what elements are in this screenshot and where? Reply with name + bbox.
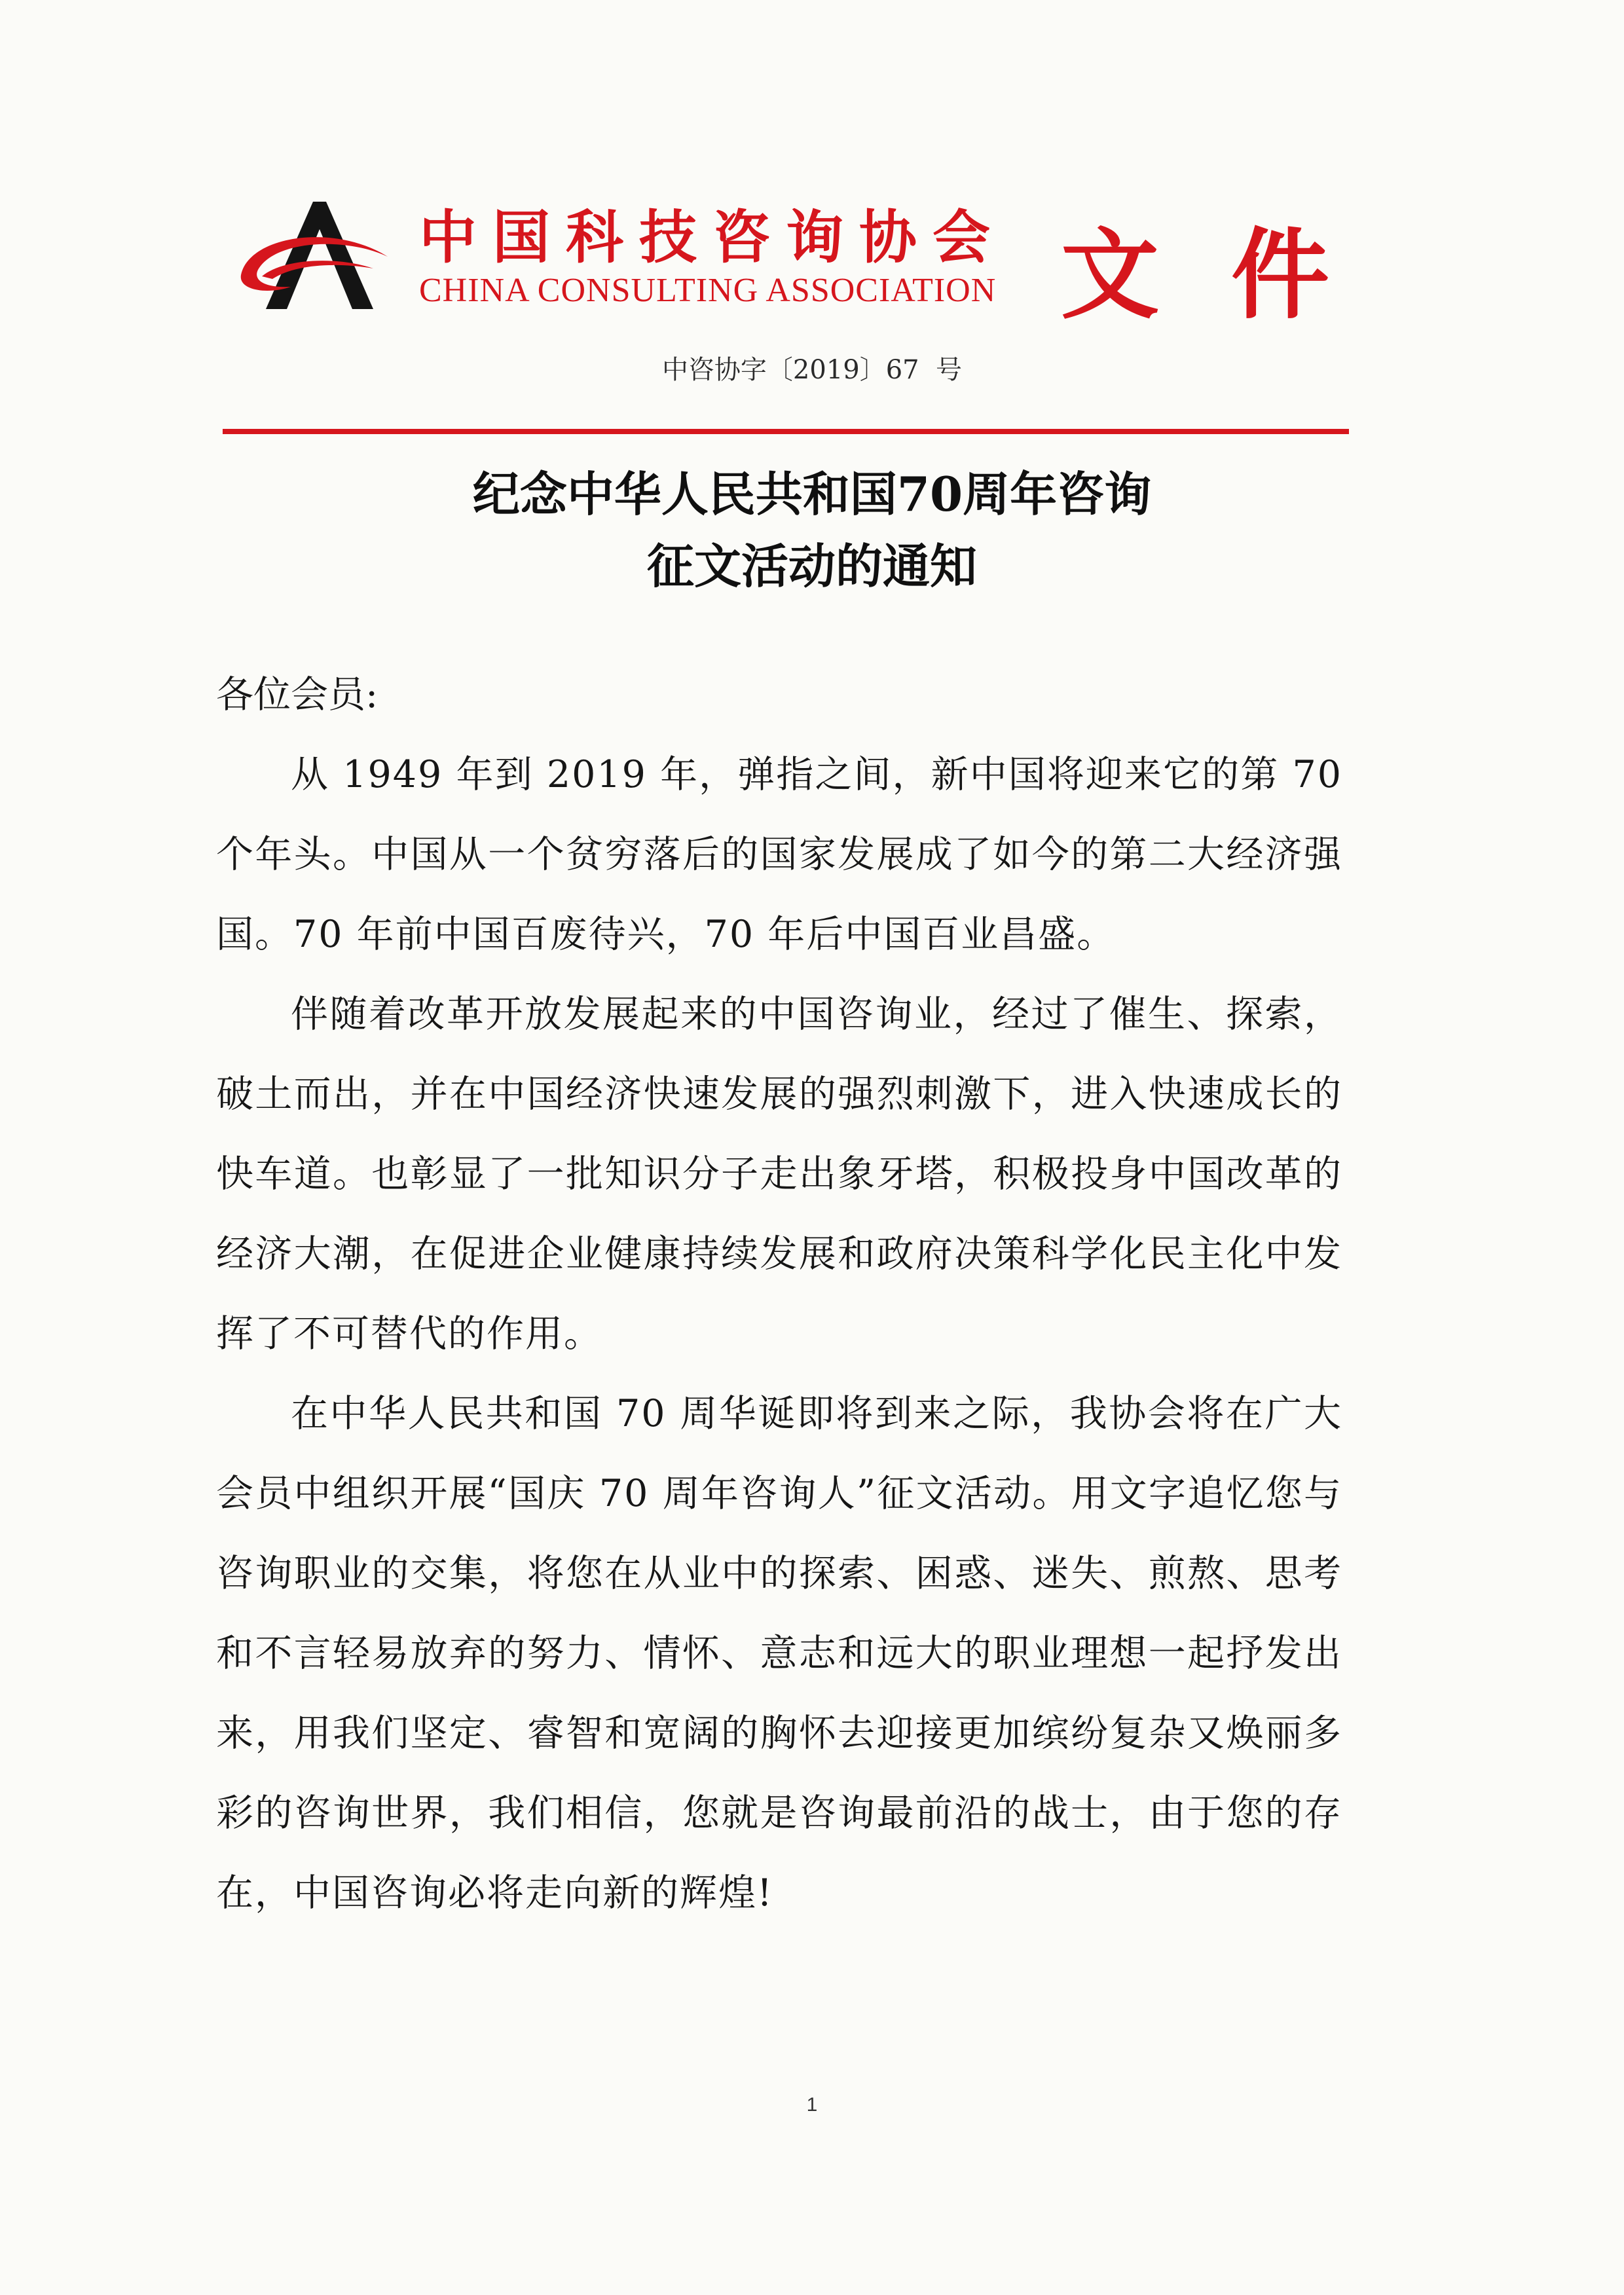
- document-number: 中咨协字〔2019〕67 号: [661, 355, 963, 385]
- paragraph-2: 伴随着改革开放发展起来的中国咨询业，经过了催生、探索，破土而出，并在中国经济快速发展的强烈刺激下，进入快速成长的快车道。也彰显了一批知识分子走出象牙塔，积极投身中国改革的经济大潮，在促进企业健康持续发展和政府决策科学化民主化中发挥了不可替代的作用。: [216, 993, 1342, 1355]
- organization-name-english: CHINA CONSULTING ASSOCIATION: [419, 272, 997, 309]
- organization-name-chinese: 中国科技咨询协会: [419, 203, 1006, 271]
- salutation: 各位会员:: [216, 673, 378, 716]
- document-type-heading: 文件: [1061, 217, 1402, 333]
- page-number: 1: [806, 2094, 818, 2116]
- title-line-2: 征文活动的通知: [646, 538, 977, 594]
- title-line-1: 纪念中华人民共和国70周年咨询: [472, 466, 1152, 522]
- paragraph-3: 在中华人民共和国 70 周华诞即将到来之际，我协会将在广大会员中组织开展“国庆 70 周年咨询人”征文活动。用文字追忆您与咨询职业的交集，将您在从业中的探索、困惑、迷失、煎熬、思考和不言轻易放弃的努力、情怀、意志和远大的职业理想一起抒发出来，用我们坚定、睿智和宽阔的胸怀去迎接更加缤纷复杂又焕丽多彩的咨询世界，我们相信，您就是咨询最前沿的战士，由于您的存在，中国咨询必将走向新的辉煌!: [216, 1392, 1342, 1915]
- notice-title: [0, 458, 1624, 602]
- red-divider-line: [223, 429, 1349, 434]
- paragraph-1: 从 1949 年到 2019 年，弹指之间，新中国将迎来它的第 70 个年头。中国从一个贫穷落后的国家发展成了如今的第二大经济强国。70 年前中国百废待兴，70 年后中国百业昌盛。: [216, 753, 1342, 956]
- association-logo-icon: [236, 196, 393, 314]
- notice-body: [216, 655, 1342, 1933]
